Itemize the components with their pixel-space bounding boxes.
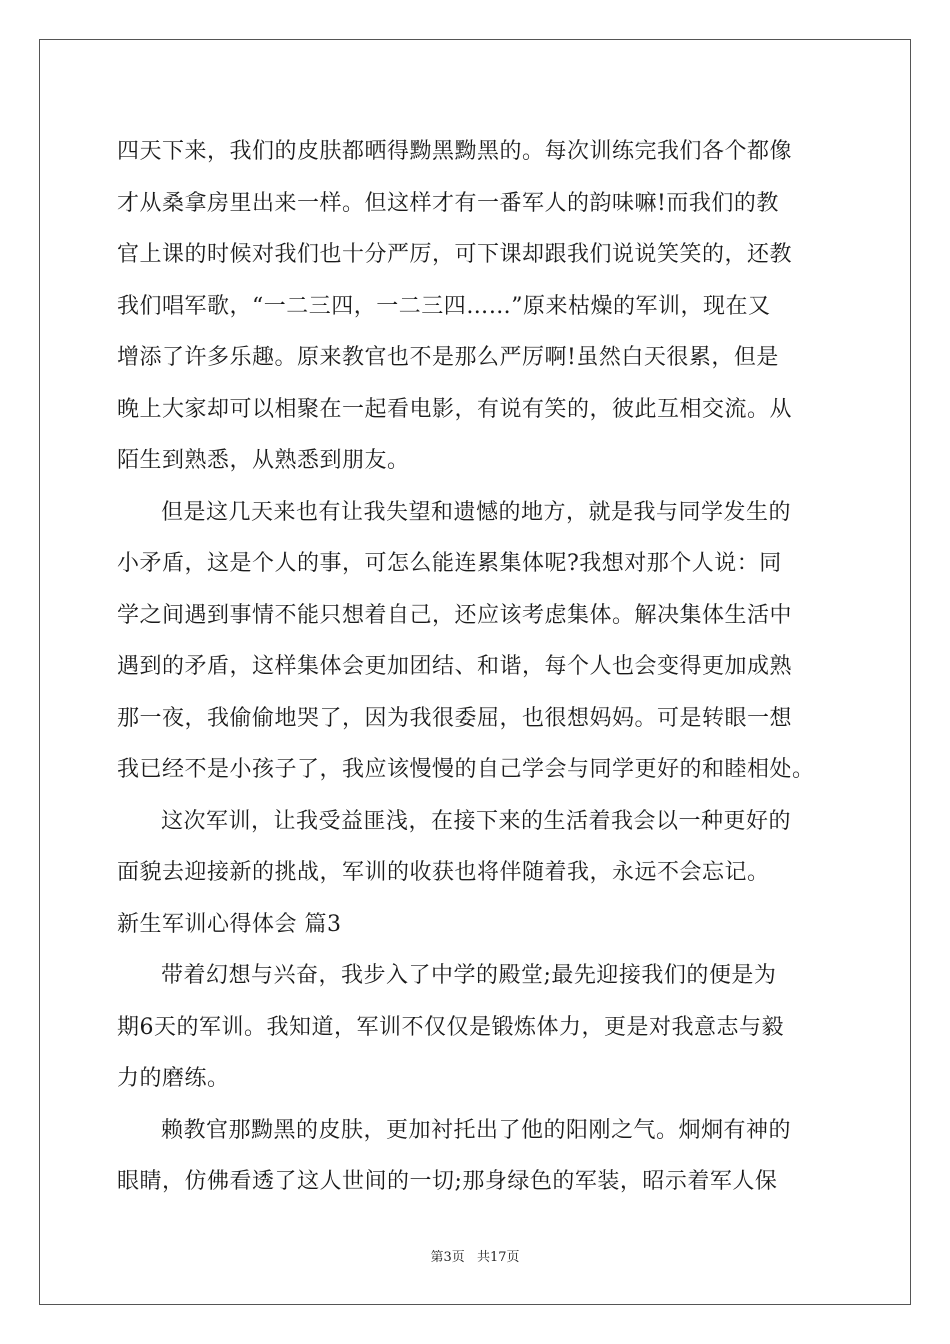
text-line: 那一夜，我偷偷地哭了，因为我很委屈，也很想妈妈。可是转眼一想 [117, 705, 793, 731]
text-line: 四天下来，我们的皮肤都晒得黝黑黝黑的。每次训练完我们各个都像 [117, 139, 793, 164]
text-line: 新生军训心得体会 篇3 [117, 911, 342, 937]
document-body [117, 126, 837, 1208]
text-line: 面貌去迎接新的挑战，军训的收获也将伴随着我，永远不会忘记。 [117, 860, 770, 885]
text-line: 才从桑拿房里出来一样。但这样才有一番军人的韵味嘛!而我们的教 [117, 190, 779, 216]
text-line: 力的磨练。 [117, 1066, 230, 1091]
text-line: 带着幻想与兴奋，我步入了中学的殿堂;最先迎接我们的便是为 [161, 963, 777, 988]
text-line: 学之间遇到事情不能只想着自己，还应该考虑集体。解决集体生活中 [117, 602, 793, 628]
text-line: 小矛盾，这是个人的事，可怎么能连累集体呢?我想对那个人说：同 [117, 551, 782, 576]
text-line: 期6天的军训。我知道，军训不仅仅是锻炼体力，更是对我意志与毅 [117, 1014, 784, 1040]
text-line: 晚上大家却可以相聚在一起看电影，有说有笑的，彼此互相交流。从 [117, 396, 793, 422]
page-footer [0, 1246, 950, 1265]
text-line: 我们唱军歌，“一二三四，一二三四……”原来枯燥的军训，现在又 [117, 293, 771, 319]
text-line: 增添了许多乐趣。原来教官也不是那么严厉啊!虽然白天很累，但是 [117, 345, 779, 370]
text-line: 遇到的矛盾，这样集体会更加团结、和谐，每个人也会变得更加成熟 [117, 654, 793, 679]
text-line: 这次军训，让我受益匪浅，在接下来的生活着我会以一种更好的 [161, 808, 792, 834]
page-total: 共17页 [476, 1250, 520, 1265]
text-line: 但是这几天来也有让我失望和遗憾的地方，就是我与同学发生的 [161, 499, 792, 525]
text-line: 赖教官那黝黑的皮肤，更加衬托出了他的阳刚之气。炯炯有神的 [161, 1117, 792, 1143]
text-line: 陌生到熟悉，从熟悉到朋友。 [117, 448, 410, 473]
text-line: 我已经不是小孩子了，我应该慢慢的自己学会与同学更好的和睦相处。 [117, 757, 815, 782]
text-line: 官上课的时候对我们也十分严厉，可下课却跟我们说说笑笑的，还教 [117, 242, 793, 267]
page-number: 第3页 [430, 1250, 465, 1265]
text-line: 眼睛，仿佛看透了这人世间的一切;那身绿色的军装，昭示着军人保 [117, 1169, 778, 1194]
